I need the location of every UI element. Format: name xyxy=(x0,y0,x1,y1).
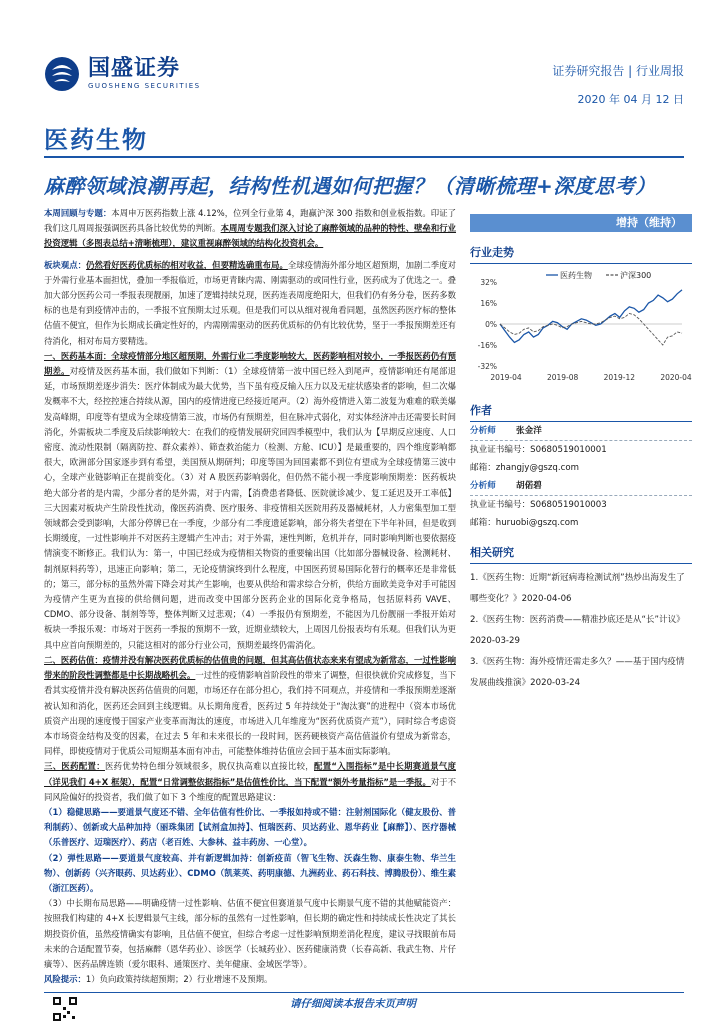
paragraph xyxy=(44,258,456,349)
series-line xyxy=(500,314,682,346)
y-tick-label: 32% xyxy=(480,278,497,287)
legend-label: 医药生物 xyxy=(560,271,592,280)
author-list xyxy=(470,422,692,532)
related-item[interactable] xyxy=(470,568,692,610)
logo-mark-icon xyxy=(44,56,80,92)
y-tick-label: 16% xyxy=(480,299,497,308)
author-email: 邮箱：zhangjy@gszq.com xyxy=(470,463,579,473)
qr-code-icon xyxy=(52,996,78,1022)
author-name-row xyxy=(470,477,692,496)
paragraph xyxy=(44,759,456,805)
author-role: 分析师 xyxy=(470,481,496,491)
related-list xyxy=(470,568,692,694)
related-title: 3.《医药生物：海外疫情还需走多久？——基于国内疫情发展曲线推演》 xyxy=(470,657,685,688)
x-tick-label: 2019-04 xyxy=(490,373,522,382)
risk-text: 1）负向政策持续超预期；2）行业增速不及预期。 xyxy=(85,974,273,985)
company-logo xyxy=(44,56,201,92)
authors-section-title: 作者 xyxy=(470,402,692,422)
paragraph xyxy=(44,206,456,252)
paragraph-text: 本周申万医药指数上涨 4.12%，位列全行业第 4，跑赢沪深 300 指数和创业板指数。印证了我们这几周周报强调医药具备比较优势的判断。 xyxy=(44,208,456,234)
logo-name: 国盛证券 xyxy=(88,56,181,81)
related-section-title: 相关研究 xyxy=(470,544,692,564)
paragraph-text: 全球疫情海外部分地区超预期，加剧二季度对于外需行业基本面担忧，叠加一季报临近，市场更青睐内需、刚需驱动的或同性行业，医药成为了优选之一。叠加大部分医药公司一季报表现靓丽，加速了逻辑持续兑现，医药连表周度绝阳大，但我们仍有务分卷，医药多数标的也是有到疫情冲击的，一季报不宜预期太过乐观。但是我们可以从细对视角看同题，虽然医药医疗标的整体估值不便宜，但作为长期成长确定性好的，内需刚需驱动的医药优质标的仍有比较优势，坚于一季报预期差还有待消化，相对布局方要精选。 xyxy=(44,259,457,346)
y-tick-label: -32% xyxy=(477,362,497,371)
x-tick-label: 2020-04 xyxy=(660,373,692,382)
legend-label: 沪深300 xyxy=(620,271,652,280)
series-line xyxy=(500,290,682,343)
paragraph-emphasis: 配置“入围指标”是中长期赛道景气度（详见我们 4+X 框架），配置“日常调整依据指标”是估值性价比，当下配置“额外考量指标”是一季报。 xyxy=(44,761,457,787)
paragraph-label: 一、医药基本面：全球疫情部分地区超预期，外需行业二季度影响较大，医药影响相对较小，一季报医药仍有预期差。 xyxy=(44,350,456,377)
related-item[interactable] xyxy=(470,652,692,694)
y-tick-label: -16% xyxy=(477,341,497,350)
paragraph-label: 二、医药估值：疫情并没有解决医药优质标的估值贵的问题，但其高估值状态来来有望成为新常态，一过性影响带来的阶段性调整都是中长期战略机会。 xyxy=(44,654,456,681)
author-name: 张金洋 xyxy=(516,426,542,436)
y-tick-label: 0% xyxy=(485,320,497,329)
author-email: 邮箱：huruobi@gszq.com xyxy=(470,518,579,528)
paragraph-label: 三、医药配置： xyxy=(44,761,105,772)
logo-name-en: GUOSHENG SECURITIES xyxy=(88,82,201,90)
risk-note xyxy=(44,972,456,987)
sector-title: 医药生物 xyxy=(44,126,148,154)
paragraph xyxy=(44,349,456,653)
x-tick-label: 2019-08 xyxy=(546,373,579,382)
related-item[interactable] xyxy=(470,610,692,652)
author-cert: 执业证书编号：S0680519010001 xyxy=(470,445,607,455)
paragraph-text: 对于不同风险偏好的投资者，我们做了如下 3 个维度的配置思路建议： xyxy=(44,776,457,802)
rating-badge: 增持（维持） xyxy=(470,214,692,232)
strategy-long-term: （3）中长期布局思路——明确疫情一过性影响、估值不便宜但赛道景气度中长期景气度不错的其他赋能资产：按照我们构建的 4+X 长逻辑景气主线，部分标的虽然有一过性影响，但长期的确定性和持续成长性决定了其长期投资价值，虽然疫情确实有影响，且估值不便宜，但综合考虑一过性影响预期差消化程度，建议寻找眼前布局未来的合适配置节奏，包括麻醉（恩华药业）、诊医学（长城药业）、医药健康消费（长春高新、我武生物、片仔癀等）、医药品牌连锁（爱尔眼科、通策医疗、美年健康、金域医学等）。 xyxy=(44,898,456,969)
related-title: 2.《医药生物：医药消费——精准抄底还是从“长”计议》 xyxy=(470,615,685,625)
paragraph-label: 板块观点： xyxy=(44,259,87,270)
author-role: 分析师 xyxy=(470,426,496,436)
trend-chart xyxy=(470,268,692,386)
sidebar xyxy=(470,214,692,694)
paragraph-text: 医药优势特色细分领域很多，脱仅执高难以直接比较， xyxy=(104,761,315,772)
related-date: 2020-04-06 xyxy=(521,594,572,604)
report-type: 证券研究报告 | 行业周报 xyxy=(552,64,684,78)
paragraph-text: 对疫情及医药基本面，我们做如下判断：（1）全球疫情第一波中国已经入到尾声，疫情影响还有尾部退延，市场预期差逐步消失：医疗体制成为最大优势，当下虽有疫反输入压力以及无症状感染者的影响，但二次爆发概率不大，经控控速合持续从源，国内的疫情进度已经接近尾声。（2）海外疫情进入第二波复为难难的联美爆发高峰期，印度等有望成为全球疫情第三波，市场仍有预期差，但在脉冲式弱化，对实体经济冲击还需要长时间消化，外需板块二季度及后续影响较大：在我们的疫情发展研究回四季模型中，我们认为【早期反应速度、人口密度、流动性限制（隔离防控、群众素养）、筛查救治能力（检测、方舱、ICU）】是最重要的，四个维度影响都很大，欧洲部分国家逐步到有希望，美国预从期研判；印度等国为回国素都不到位有望成为全球疫情第三波中心，全球产业链影响正在提前变化。（3）对 A 股医药影响弱化，但仍然不能小视一季度影响预期差：医药板块绝大部分者的是内需，少部分者的是外需，对于内需，【消费患者降低、医院就诊减少、复工延迟及开工率低】三大因素对板块产生阶段性扰动，像医药消费、医疗服务、非疫情相关医院用药及器械耗材，人力密集型加工型领域都会受到影响，大部分停牌已在一季度，少部分有二季度遗延影响，部分将失者望在下半年补回，但是收到长期缓度，一过性影响并不对医药主逻辑产生冲击；对于外需，速性判断，危机并存，同时影响判断也要依据疫情演变不断修正。我们认为：第一，中国已经成为疫情相关物资的重要输出国（比如部分器械设备、检测耗材、制剂原料药等），迅速正向影响；第二，无论疫情演终到什么程度，中国医药贸易国际化替行的概率还是非常低的；第三，部分标的虽然外需下降会对其产生影响，也要从供给和需求综合分析，供给方面欧美竞争对手可能因为疫情产生更为直接的供给侧问题，进而改变中国部分医药企业的国际化竞争格局，包括原料药 VAVE、CDMO、部分设备、制剂等等，整体判断又过悲观；（4）一季报仍有预期差，不能因为几份靓丽一季报开始对板块一季报乐观：市场对于医药一季报的预期不一致，近期业绩较大，上周因几份报表均有乐观。但我们认为更具中应首向预期差的，只能这相对的部分行业公司，预期差最终仍需消化。 xyxy=(44,366,456,650)
report-date: 2020 年 04 月 12 日 xyxy=(577,93,684,106)
author-name: 胡偌碧 xyxy=(516,481,542,491)
footer-divider xyxy=(44,992,684,993)
paragraph-label: 本周回顾与专题： xyxy=(44,208,112,218)
divider xyxy=(44,156,684,158)
related-date: 2020-03-24 xyxy=(530,678,581,688)
author-name-row xyxy=(470,422,692,441)
risk-label: 风险提示： xyxy=(44,974,86,985)
report-meta xyxy=(552,62,684,107)
report-title: 麻醉领域浪潮再起，结构性机遇如何把握？（清晰梳理+深度思考） xyxy=(44,174,656,198)
paragraph-emphasis: 仍然看好医药优质标的相对收益，但要精选确重布局。 xyxy=(86,259,288,270)
paragraph xyxy=(44,653,456,759)
related-date: 2020-03-29 xyxy=(470,636,520,646)
paragraph-emphasis: 本周周专题我们深入讨论了麻醉领域的品种的特性、壁垒和行业投资逻辑（多图表总结+清晰梳理），建议重视麻醉领域的结构化投资机会。 xyxy=(44,223,457,249)
author-cert: 执业证书编号：S0680519010003 xyxy=(470,500,607,510)
x-tick-label: 2019-12 xyxy=(603,373,636,382)
strategy-elastic: （2）弹性思路——要道景气度较高、并有新逻辑加持：创新疫苗（智飞生物、沃森生物、康泰生物、华兰生物）、创新药（兴齐眼药、贝达药业）、CDMO（凯莱英、药明康德、九洲药业、药石科技、博腾股份）、维生素（浙江医药）。 xyxy=(44,852,456,893)
footer-note: 请仔细阅读本报告末页声明 xyxy=(290,998,416,1010)
main-body xyxy=(44,206,456,987)
chart-section-title: 行业走势 xyxy=(470,244,692,264)
related-title: 1.《医药生物：近期“新冠病毒检测试剂”热炒出海发生了哪些变化？》 xyxy=(470,573,685,604)
paragraph-text: 一过性的疫情影响首阶段性的带来了调整，但很快就价究成修复，当下看其实疫情并没有解决医药估值贵的问题，市场还存在部分担心，我们持不同观点，并疫情和一季报预期差逐渐被认知和消化，医药还会回到主线逻辑。从长期角度看，医药过 5 年持续处于“淘汰赛”的进程中（资本市场优质资产出现的速度慢于国家产业变革而淘汰的速度，市场进入几年维度为“医药优质资产荒”），同时综合考虑资本市场资金结构及变的因素，在过去 5 年和未来很长的一段时间，医药硬核资产高估值溢价有望成为新常态，同样，即使疫情对于优质公司短期基本面有冲击，可能整体维持估值应会回于基本面实际影响。 xyxy=(44,670,456,757)
strategy-stable: （1）稳健思路——要道景气度还不错、全年估值有性价比、一季报如持或不错：注射剂国际化（健友股份、普利制药）、创新或大品种加持（丽珠集团【试剂盒加持】、恒瑞医药、贝达药业、恩华药业【麻醉】）、医疗器械（乐普医疗、迈瑞医疗）、药店（老百姓、大参林、益丰药房、一心堂）。 xyxy=(44,806,456,848)
